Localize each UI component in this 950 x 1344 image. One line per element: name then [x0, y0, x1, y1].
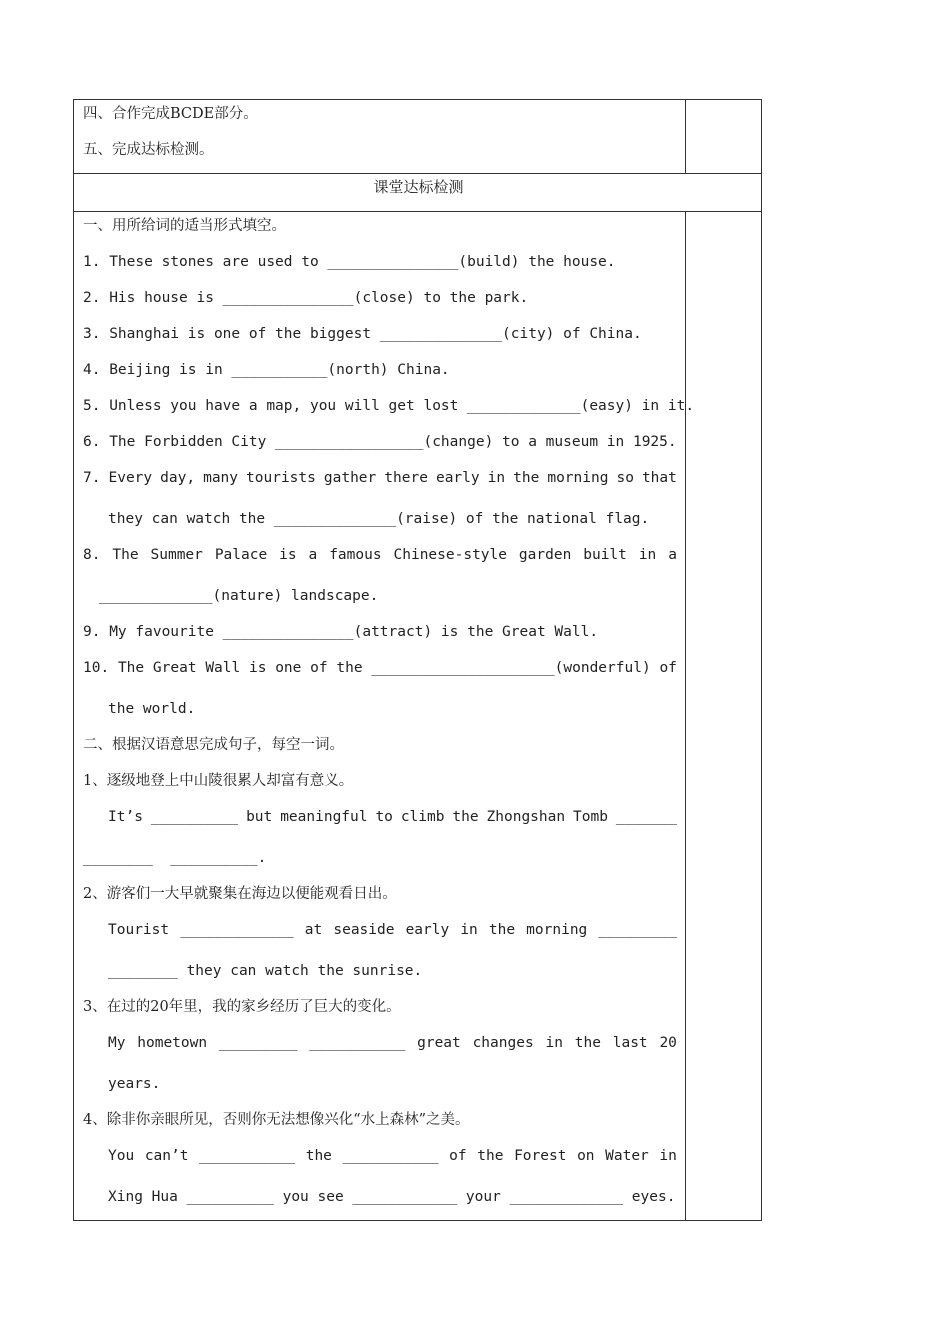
part1-heading: 一、用所给词的适当形式填空。 [83, 218, 286, 234]
sentence-4-chinese: 4、除非你亲眼所见，否则你无法想像兴化“水上森林”之美。 [83, 1112, 470, 1128]
sentence-3-english-line-1: My hometown _________ ___________ great changes in the last 20 [108, 1035, 677, 1051]
sentence-4-english-line-1: You can’t ___________ the ___________ of the Forest on Water in [108, 1148, 677, 1164]
sentence-3-english-line-2: years. [108, 1076, 161, 1092]
step-four: 四、合作完成BCDE部分。 [83, 106, 258, 122]
sentence-1-chinese: 1、逐级地登上中山陵很累人却富有意义。 [83, 773, 354, 789]
column-divider [685, 211, 686, 1221]
sentence-2-english-line-1: Tourist _____________ at seaside early in the morning _________ [108, 922, 677, 938]
question-9: 9. My favourite _______________(attract) is the Great Wall. [83, 624, 599, 640]
question-10-line-2: the world. [108, 701, 196, 717]
question-7-line-1: 7. Every day, many tourists gather there early in the morning so that [83, 470, 677, 486]
question-6: 6. The Forbidden City _________________(change) to a museum in 1925. [83, 434, 677, 450]
question-8-line-2: _____________(nature) landscape. [99, 588, 379, 604]
row-divider [74, 173, 761, 174]
worksheet-table [73, 99, 762, 1221]
question-2: 2. His house is _______________(close) to the park. [83, 290, 529, 306]
sentence-1-english-line-2: ________ __________. [83, 850, 267, 866]
step-five: 五、完成达标检测。 [83, 142, 214, 158]
section-title: 课堂达标检测 [373, 178, 464, 196]
sentence-2-english-line-2: ________ they can watch the sunrise. [108, 963, 423, 979]
column-divider [685, 100, 686, 173]
question-7-line-2: they can watch the ______________(raise) of the national flag. [108, 511, 650, 527]
question-4: 4. Beijing is in ___________(north) China. [83, 362, 450, 378]
sentence-4-english-line-2: Xing Hua __________ you see ____________ your _____________ eyes. [108, 1189, 676, 1205]
part2-heading: 二、根据汉语意思完成句子，每空一词。 [83, 737, 344, 753]
sentence-2-chinese: 2、游客们一大早就聚集在海边以便能观看日出。 [83, 886, 397, 902]
sentence-3-chinese: 3、在过的20年里，我的家乡经历了巨大的变化。 [83, 999, 401, 1015]
question-5: 5. Unless you have a map, you will get lost _____________(easy) in it. [83, 398, 695, 414]
question-10-line-1: 10. The Great Wall is one of the _____________________(wonderful) of [83, 660, 677, 676]
question-1: 1. These stones are used to _______________(build) the house. [83, 254, 616, 270]
sentence-1-english-line-1: It’s __________ but meaningful to climb the Zhongshan Tomb _______ [108, 809, 677, 825]
question-3: 3. Shanghai is one of the biggest ______________(city) of China. [83, 326, 642, 342]
question-8-line-1: 8. The Summer Palace is a famous Chinese-style garden built in a [83, 547, 677, 563]
row-divider [74, 211, 761, 212]
